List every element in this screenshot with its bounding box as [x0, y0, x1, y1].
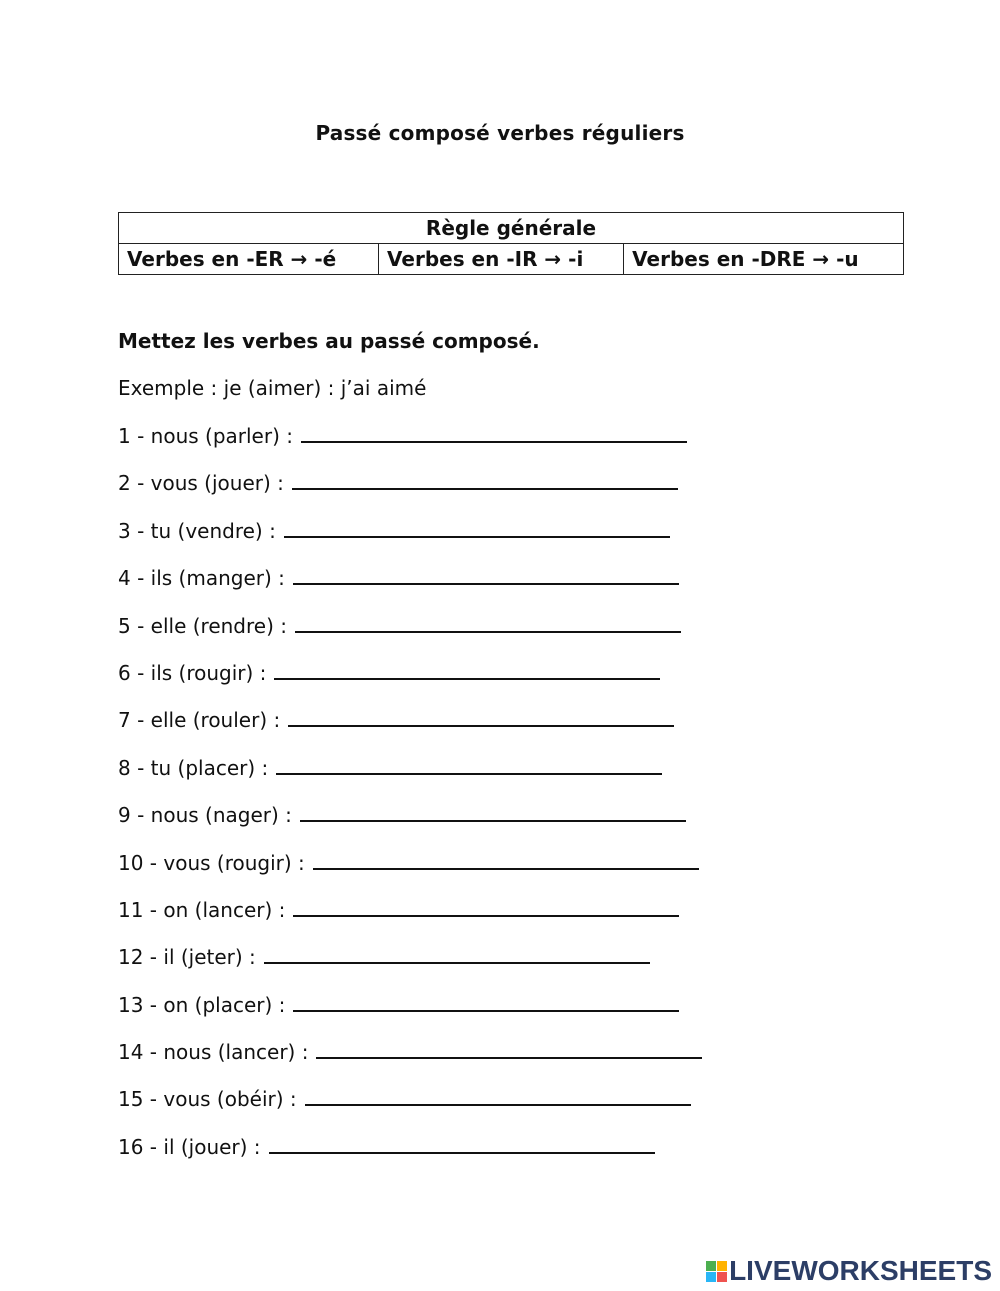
item-prompt: 7 - elle (rouler) :: [118, 708, 281, 733]
answer-blank[interactable]: [264, 944, 650, 964]
exercise-list: [118, 423, 702, 1181]
list-item: [118, 470, 702, 517]
item-prompt: 5 - elle (rendre) :: [118, 613, 287, 638]
example-line: Exemple : je (aimer) : j’ai aimé: [118, 376, 427, 400]
list-item: [118, 613, 702, 660]
answer-blank[interactable]: [305, 1086, 691, 1106]
item-prompt: 14 - nous (lancer) :: [118, 1040, 309, 1065]
answer-blank[interactable]: [300, 802, 686, 822]
answer-blank[interactable]: [284, 518, 670, 538]
list-item: [118, 755, 702, 802]
item-prompt: 8 - tu (placer) :: [118, 755, 269, 780]
item-prompt: 11 - on (lancer) :: [118, 897, 286, 922]
liveworksheets-logo-icon: [706, 1261, 727, 1282]
instruction: Mettez les verbes au passé composé.: [118, 329, 540, 353]
brand-name: LIVEWORKSHEETS: [729, 1255, 992, 1286]
list-item: [118, 802, 702, 849]
item-prompt: 15 - vous (obéir) :: [118, 1087, 297, 1112]
rule-table-header: Règle générale: [119, 213, 904, 244]
list-item: [118, 660, 702, 707]
answer-blank[interactable]: [293, 565, 679, 585]
answer-blank[interactable]: [301, 423, 687, 443]
list-item: [118, 707, 702, 754]
rule-dre-cell: Verbes en -DRE → -u: [624, 244, 904, 275]
answer-blank[interactable]: [313, 850, 699, 870]
list-item: [118, 897, 702, 944]
brand-footer: [706, 1255, 992, 1287]
list-item: [118, 423, 702, 470]
item-prompt: 6 - ils (rougir) :: [118, 660, 267, 685]
answer-blank[interactable]: [292, 470, 678, 490]
item-prompt: 13 - on (placer) :: [118, 992, 286, 1017]
item-prompt: 1 - nous (parler) :: [118, 424, 293, 448]
item-prompt: 16 - il (jouer) :: [118, 1134, 261, 1159]
answer-blank[interactable]: [295, 613, 681, 633]
list-item: [118, 565, 702, 612]
answer-blank[interactable]: [288, 707, 674, 727]
rule-table: [118, 212, 904, 275]
list-item: [118, 944, 702, 991]
logo-square-yellow: [717, 1261, 727, 1271]
item-prompt: 9 - nous (nager) :: [118, 803, 292, 828]
logo-square-green: [706, 1261, 716, 1271]
page-title: Passé composé verbes réguliers: [315, 121, 685, 145]
list-item: [118, 1134, 702, 1181]
list-item: [118, 992, 702, 1039]
list-item: [118, 518, 702, 565]
answer-blank[interactable]: [293, 897, 679, 917]
logo-square-red: [717, 1272, 727, 1282]
list-item: [118, 850, 702, 897]
answer-blank[interactable]: [269, 1134, 655, 1154]
item-prompt: 12 - il (jeter) :: [118, 945, 256, 970]
rule-er-cell: Verbes en -ER → -é: [119, 244, 379, 275]
item-prompt: 2 - vous (jouer) :: [118, 471, 284, 496]
list-item: [118, 1039, 702, 1086]
answer-blank[interactable]: [276, 755, 662, 775]
answer-blank[interactable]: [274, 660, 660, 680]
item-prompt: 10 - vous (rougir) :: [118, 850, 305, 875]
list-item: [118, 1086, 702, 1133]
answer-blank[interactable]: [293, 992, 679, 1012]
answer-blank[interactable]: [316, 1039, 702, 1059]
item-prompt: 4 - ils (manger) :: [118, 566, 285, 591]
item-prompt: 3 - tu (vendre) :: [118, 518, 276, 543]
logo-square-blue: [706, 1272, 716, 1282]
rule-ir-cell: Verbes en -IR → -i: [379, 244, 624, 275]
